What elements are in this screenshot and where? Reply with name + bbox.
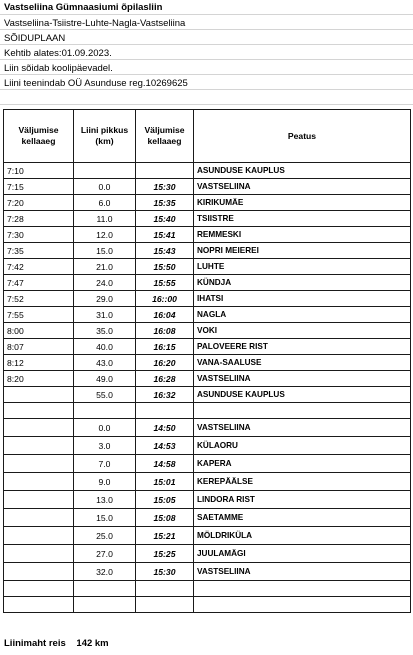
cell-departure [4, 455, 74, 473]
cell-stop: VANA-SAALUSE [194, 355, 411, 371]
table-row [4, 259, 411, 275]
grid-line [0, 104, 413, 105]
table-row [4, 339, 411, 355]
cell-departure [4, 403, 74, 419]
cell-departure: 7:47 [4, 275, 74, 291]
cell-length: 27.0 [74, 545, 136, 563]
timetable-body [4, 163, 411, 613]
cell-length: 13.0 [74, 491, 136, 509]
cell-time: 15:30 [136, 563, 194, 581]
cell-time: 16:32 [136, 387, 194, 403]
cell-time: 15:21 [136, 527, 194, 545]
cell-length: 9.0 [74, 473, 136, 491]
cell-stop: VASTSELIINA [194, 419, 411, 437]
cell-length: 49.0 [74, 371, 136, 387]
table-row [4, 437, 411, 455]
cell-time [136, 403, 194, 419]
cell-time: 16::00 [136, 291, 194, 307]
cell-time: 14:50 [136, 419, 194, 437]
cell-length: 21.0 [74, 259, 136, 275]
total-distance [4, 638, 117, 649]
cell-stop: ASUNDUSE KAUPLUS [194, 163, 411, 179]
cell-length [74, 163, 136, 179]
cell-time [136, 597, 194, 613]
table-row [4, 545, 411, 563]
col-header-length: Liini pikkus (km) [74, 110, 136, 163]
cell-time: 15:25 [136, 545, 194, 563]
table-row [4, 291, 411, 307]
cell-length: 11.0 [74, 211, 136, 227]
cell-departure: 7:10 [4, 163, 74, 179]
cell-time: 14:53 [136, 437, 194, 455]
total-distance-value: 142 km [76, 638, 109, 649]
table-row [4, 371, 411, 387]
cell-stop: NAGLA [194, 307, 411, 323]
table-row [4, 581, 411, 597]
cell-departure [4, 387, 74, 403]
cell-length: 15.0 [74, 243, 136, 259]
cell-departure: 7:20 [4, 195, 74, 211]
cell-departure [4, 563, 74, 581]
cell-stop: KIRIKUMÄE [194, 195, 411, 211]
cell-stop: ASUNDUSE KAUPLUS [194, 387, 411, 403]
cell-stop: KAPERA [194, 455, 411, 473]
table-row [4, 387, 411, 403]
cell-stop: PALOVEERE RIST [194, 339, 411, 355]
cell-stop: LUHTE [194, 259, 411, 275]
cell-time: 16:15 [136, 339, 194, 355]
table-row [4, 163, 411, 179]
cell-departure: 7:55 [4, 307, 74, 323]
cell-stop [194, 581, 411, 597]
table-row [4, 527, 411, 545]
cell-stop: KÜNDJA [194, 275, 411, 291]
operator-note: Liini teenindab OÜ Asunduse reg.10269625 [4, 78, 188, 89]
cell-length: 6.0 [74, 195, 136, 211]
cell-stop: VOKI [194, 323, 411, 339]
cell-time: 15:05 [136, 491, 194, 509]
cell-departure [4, 545, 74, 563]
cell-length: 7.0 [74, 455, 136, 473]
cell-time: 15:08 [136, 509, 194, 527]
cell-length: 25.0 [74, 527, 136, 545]
cell-departure: 7:52 [4, 291, 74, 307]
table-row [4, 243, 411, 259]
cell-departure: 7:28 [4, 211, 74, 227]
table-row [4, 355, 411, 371]
table-header-row [4, 110, 411, 163]
cell-stop: KÜLAORU [194, 437, 411, 455]
cell-departure: 7:35 [4, 243, 74, 259]
cell-length: 40.0 [74, 339, 136, 355]
table-row [4, 275, 411, 291]
cell-length: 35.0 [74, 323, 136, 339]
cell-time: 15:35 [136, 195, 194, 211]
col-header-stop: Peatus [194, 110, 411, 163]
cell-stop [194, 597, 411, 613]
cell-departure: 8:00 [4, 323, 74, 339]
col-header-departure2: Väljumise kellaaeg [136, 110, 194, 163]
cell-stop: VASTSELIINA [194, 563, 411, 581]
table-row [4, 227, 411, 243]
cell-time: 16:20 [136, 355, 194, 371]
cell-length: 0.0 [74, 179, 136, 195]
cell-time: 15:30 [136, 179, 194, 195]
cell-time: 15:43 [136, 243, 194, 259]
col-header-departure: Väljumise kellaaeg [4, 110, 74, 163]
cell-time: 15:50 [136, 259, 194, 275]
doc-title: Vastseliina Gümnaasiumi õpilasliin [4, 2, 163, 13]
table-row [4, 211, 411, 227]
cell-departure [4, 527, 74, 545]
cell-departure [4, 473, 74, 491]
service-note: Liin sõidab koolipäevadel. [4, 63, 113, 74]
cell-departure: 7:42 [4, 259, 74, 275]
cell-time: 16:04 [136, 307, 194, 323]
grid-line [0, 14, 413, 15]
cell-time: 15:40 [136, 211, 194, 227]
cell-stop: REMMESKI [194, 227, 411, 243]
cell-stop: KEREPÄÄLSE [194, 473, 411, 491]
cell-length: 31.0 [74, 307, 136, 323]
table-row [4, 307, 411, 323]
cell-departure: 8:07 [4, 339, 74, 355]
valid-from: Kehtib alates:01.09.2023. [4, 48, 112, 59]
cell-time [136, 581, 194, 597]
table-row [4, 323, 411, 339]
cell-departure [4, 491, 74, 509]
cell-departure: 7:30 [4, 227, 74, 243]
cell-length: 3.0 [74, 437, 136, 455]
cell-length: 12.0 [74, 227, 136, 243]
cell-time: 15:01 [136, 473, 194, 491]
table-row [4, 597, 411, 613]
cell-time: 15:55 [136, 275, 194, 291]
cell-stop: LINDORA RIST [194, 491, 411, 509]
cell-length: 24.0 [74, 275, 136, 291]
table-row [4, 403, 411, 419]
cell-departure: 7:15 [4, 179, 74, 195]
table-row [4, 473, 411, 491]
cell-stop: IHATSI [194, 291, 411, 307]
total-distance-label: Liinimaht reis [4, 638, 66, 649]
table-row [4, 509, 411, 527]
cell-departure [4, 437, 74, 455]
cell-stop [194, 403, 411, 419]
cell-length: 29.0 [74, 291, 136, 307]
cell-departure: 8:12 [4, 355, 74, 371]
cell-time: 16:08 [136, 323, 194, 339]
cell-time: 15:41 [136, 227, 194, 243]
route-name: Vastseliina-Tsiistre-Luhte-Nagla-Vastseliina [4, 18, 186, 29]
cell-departure: 8:20 [4, 371, 74, 387]
cell-length [74, 581, 136, 597]
cell-length [74, 597, 136, 613]
table-row [4, 195, 411, 211]
table-row [4, 491, 411, 509]
cell-time: 14:58 [136, 455, 194, 473]
cell-stop: VASTSELIINA [194, 179, 411, 195]
cell-departure [4, 419, 74, 437]
timetable [3, 109, 411, 613]
doc-name: SÕIDUPLAAN [4, 33, 66, 44]
table-row [4, 455, 411, 473]
cell-stop: MÖLDRIKÜLA [194, 527, 411, 545]
cell-stop: NOPRI MEIEREI [194, 243, 411, 259]
cell-length: 15.0 [74, 509, 136, 527]
cell-length: 55.0 [74, 387, 136, 403]
table-row [4, 179, 411, 195]
cell-stop: SAETAMME [194, 509, 411, 527]
cell-departure [4, 581, 74, 597]
cell-time [136, 163, 194, 179]
cell-length: 0.0 [74, 419, 136, 437]
cell-stop: JUULAMÄGI [194, 545, 411, 563]
cell-stop: TSIISTRE [194, 211, 411, 227]
cell-stop: VASTSELIINA [194, 371, 411, 387]
cell-length: 32.0 [74, 563, 136, 581]
cell-departure [4, 509, 74, 527]
cell-departure [4, 597, 74, 613]
cell-length [74, 403, 136, 419]
cell-length: 43.0 [74, 355, 136, 371]
table-row [4, 419, 411, 437]
table-row [4, 563, 411, 581]
cell-time: 16:28 [136, 371, 194, 387]
